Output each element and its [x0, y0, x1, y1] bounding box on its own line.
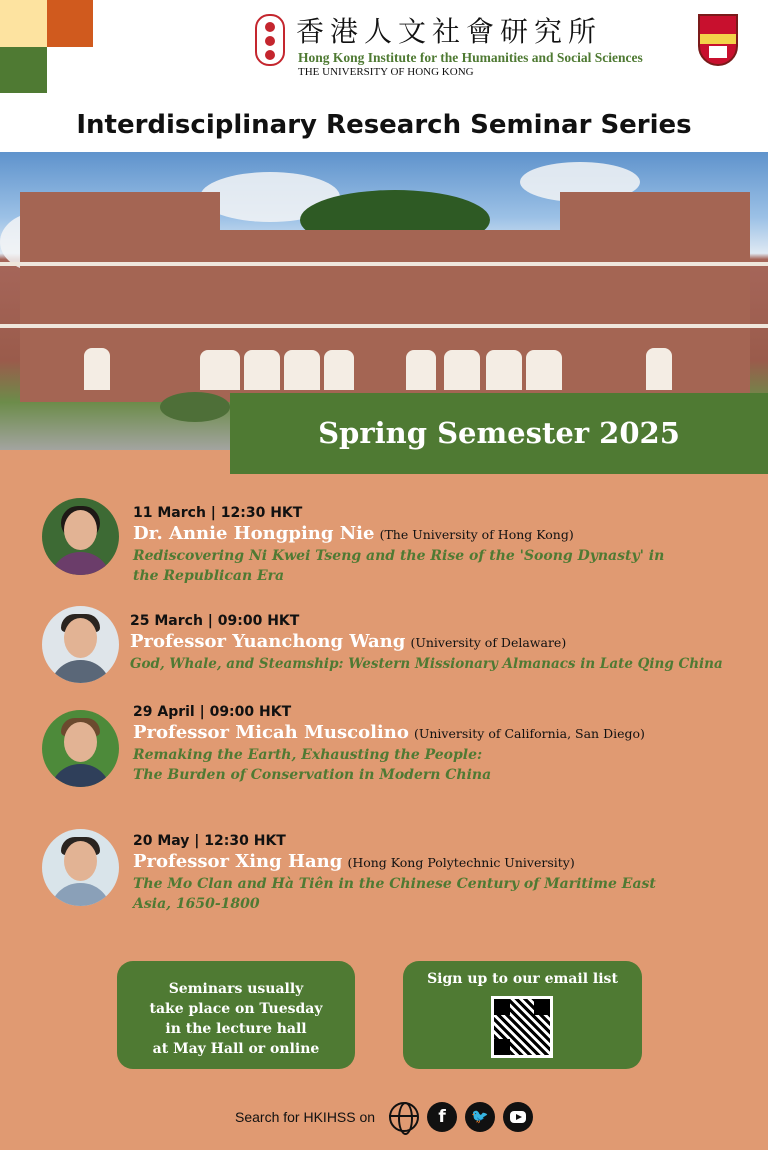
speaker-photo-muscolino [42, 710, 119, 787]
qr-code-icon[interactable] [491, 996, 553, 1058]
youtube-icon[interactable] [503, 1102, 533, 1132]
talk-title: Rediscovering Ni Kwei Tseng and the Rise of the 'Soong Dynasty' in the Republican Era [133, 548, 665, 584]
seminar-item [130, 613, 760, 674]
hku-crest-logo [698, 14, 738, 66]
speaker-affiliation: (University of California, San Diego) [413, 726, 645, 741]
globe-icon[interactable] [389, 1102, 419, 1132]
venue-line-1: Seminars usually [168, 981, 304, 997]
speaker-photo-wang [42, 606, 119, 683]
header [0, 0, 768, 152]
seminar-item [133, 833, 753, 914]
signup-label: Sign up to our email list [427, 971, 618, 987]
speaker-affiliation: (University of Delaware) [410, 635, 567, 650]
seminar-date: 20 May | 12:30 HKT [133, 833, 286, 849]
talk-title: The Mo Clan and Hà Tiên in the Chinese Century of Maritime East Asia, 1650-1800 [133, 876, 656, 912]
institute-name-chinese: 香港人文社會研究所 [296, 15, 603, 48]
institute-name-english: Hong Kong Institute for the Humanities and Social Sciences [298, 50, 643, 65]
seminar-item [133, 505, 753, 586]
speaker-affiliation: (The University of Hong Kong) [379, 527, 574, 542]
talk-title: God, Whale, and Steamship: Western Missionary Almanacs in Late Qing China [130, 656, 723, 672]
talk-title-line-2: The Burden of Conservation in Modern China [133, 767, 492, 783]
speaker-photo-nie [42, 498, 119, 575]
speaker-affiliation: (Hong Kong Polytechnic University) [347, 855, 575, 870]
footer-social [235, 1100, 533, 1134]
hkihss-seal-logo [255, 14, 285, 66]
speaker-name: Professor Micah Muscolino [133, 722, 409, 743]
footer-search-text: Search for HKIHSS on [235, 1109, 376, 1125]
venue-line-4: at May Hall or online [152, 1041, 320, 1057]
speaker-name: Professor Xing Hang [133, 851, 343, 872]
speaker-photo-hang [42, 829, 119, 906]
venue-line-3: in the lecture hall [165, 1021, 307, 1037]
university-name: THE UNIVERSITY OF HONG KONG [298, 66, 474, 78]
seminar-item [133, 704, 753, 785]
speaker-name: Dr. Annie Hongping Nie [133, 523, 375, 544]
facebook-icon[interactable]: f [427, 1102, 457, 1132]
orange-square-decoration [47, 0, 93, 47]
seminar-date: 25 March | 09:00 HKT [130, 613, 300, 629]
venue-line-2: take place on Tuesday [149, 1001, 323, 1017]
email-signup-box[interactable] [403, 961, 642, 1069]
green-square-decoration [0, 47, 47, 93]
speaker-name: Professor Yuanchong Wang [130, 631, 406, 652]
talk-title-line-1: Remaking the Earth, Exhausting the People: [133, 747, 483, 763]
cream-square-decoration [0, 0, 47, 47]
venue-info-box [117, 961, 355, 1069]
semester-banner: Spring Semester 2025 [230, 393, 768, 474]
seminar-date: 29 April | 09:00 HKT [133, 704, 292, 720]
twitter-icon[interactable]: 🐦 [465, 1102, 495, 1132]
seminar-date: 11 March | 12:30 HKT [133, 505, 303, 521]
series-title: Interdisciplinary Research Seminar Series [76, 110, 692, 140]
